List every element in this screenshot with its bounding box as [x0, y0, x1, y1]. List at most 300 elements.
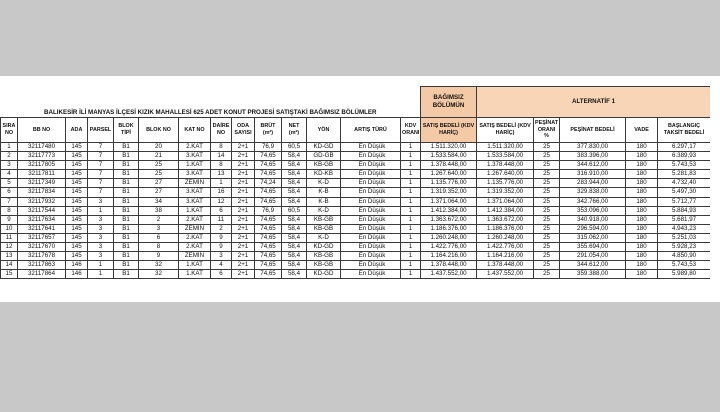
table-cell: 1.378.448,00 — [421, 161, 477, 170]
table-cell: 4.850,90 — [658, 252, 711, 261]
table-cell: 8 — [1, 206, 18, 215]
table-body — [1, 143, 711, 279]
column-header: PEŞİNAT BEDELİ — [560, 118, 626, 143]
table-cell: 58,4 — [282, 215, 307, 224]
table-cell: 74,65 — [255, 215, 282, 224]
table-cell: 1.412.384,00 — [477, 206, 534, 215]
table-cell: 1.164.216,00 — [421, 252, 477, 261]
table-cell: 145 — [66, 143, 88, 152]
table-cell: 32117544 — [18, 206, 66, 215]
table-cell: 145 — [66, 152, 88, 161]
table-cell: 3.KAT — [179, 170, 211, 179]
table-cell: 74,65 — [255, 233, 282, 242]
table-cell: 1.267.640,00 — [477, 170, 534, 179]
table-cell: 13 — [1, 252, 18, 261]
table-cell: 25 — [534, 197, 560, 206]
table-cell: 12 — [1, 243, 18, 252]
table-cell: 2+1 — [232, 224, 255, 233]
table-cell: B1 — [114, 243, 139, 252]
table-cell: 74,65 — [255, 152, 282, 161]
table-cell: En Düşük — [341, 152, 401, 161]
column-header: PEŞİNAT ORANI % — [534, 118, 560, 143]
table-cell: ZEMİN — [179, 252, 211, 261]
table-cell: B1 — [114, 197, 139, 206]
table-cell: 180 — [626, 152, 658, 161]
table-cell: 1.511.320,00 — [421, 143, 477, 152]
table-cell: 32117349 — [18, 179, 66, 188]
table-cell: 180 — [626, 170, 658, 179]
table-cell: 1.KAT — [179, 270, 211, 279]
table-cell: 1 — [401, 152, 421, 161]
table-cell: 32117834 — [18, 188, 66, 197]
table-cell: 21 — [139, 152, 179, 161]
table-cell: En Düşük — [341, 179, 401, 188]
table-cell: 145 — [66, 206, 88, 215]
table-cell: En Düşük — [341, 143, 401, 152]
table-cell: 8 — [211, 161, 232, 170]
table-cell: KB-GB — [307, 261, 341, 270]
column-header: VADE — [626, 118, 658, 143]
table-cell: 58,4 — [282, 224, 307, 233]
table-cell: 383.396,00 — [560, 152, 626, 161]
table-cell: 1 — [401, 224, 421, 233]
column-header: SATIŞ BEDELİ (KDV HARİÇ) — [477, 118, 534, 143]
table-cell: 2+1 — [232, 161, 255, 170]
table-row — [1, 152, 711, 161]
column-header: ADA — [66, 118, 88, 143]
column-header: BRÜT (m²) — [255, 118, 282, 143]
table-cell: 60,5 — [282, 143, 307, 152]
table-cell: 25 — [534, 188, 560, 197]
table-cell: 5.928,23 — [658, 243, 711, 252]
table-cell: En Düşük — [341, 161, 401, 170]
table-cell: 60,5 — [282, 206, 307, 215]
table-cell: 377.830,00 — [560, 143, 626, 152]
table-cell: En Düşük — [341, 197, 401, 206]
table-cell: 2+1 — [232, 143, 255, 152]
table-cell: ZEMİN — [179, 224, 211, 233]
table-cell: 146 — [66, 261, 88, 270]
table-cell: 344.612,00 — [560, 161, 626, 170]
table-cell: 180 — [626, 261, 658, 270]
table-cell: 7 — [88, 188, 114, 197]
table-cell: 2+1 — [232, 252, 255, 261]
table-cell: 74,65 — [255, 197, 282, 206]
table-cell: 25 — [534, 261, 560, 270]
table-cell: 74,65 — [255, 270, 282, 279]
table-cell: 180 — [626, 143, 658, 152]
table-cell: 1.319.352,00 — [477, 188, 534, 197]
table-cell: 1.511.320,00 — [477, 143, 534, 152]
table-cell: 180 — [626, 188, 658, 197]
table-cell: K-D — [307, 233, 341, 242]
table-cell: 1.KAT — [179, 261, 211, 270]
table-cell: 1.135.776,00 — [477, 179, 534, 188]
table-cell: 10 — [1, 224, 18, 233]
table-cell: En Düşük — [341, 252, 401, 261]
table-cell: 344.612,00 — [560, 261, 626, 270]
table-cell: 1 — [401, 215, 421, 224]
table-cell: 5 — [1, 179, 18, 188]
table-row — [1, 270, 711, 279]
table-cell: 291.054,00 — [560, 252, 626, 261]
table-cell: 1 — [88, 261, 114, 270]
table-cell: 25 — [534, 233, 560, 242]
table-row — [1, 206, 711, 215]
table-cell: 58,4 — [282, 261, 307, 270]
table-cell: 1 — [401, 179, 421, 188]
table-cell: 25 — [534, 143, 560, 152]
table-cell: 5.681,97 — [658, 215, 711, 224]
table-cell: 25 — [534, 215, 560, 224]
table-cell: 14 — [211, 152, 232, 161]
table-cell: 1 — [401, 188, 421, 197]
table-cell: 1.437.552,00 — [421, 270, 477, 279]
table-cell: 58,4 — [282, 252, 307, 261]
table-cell: 5.281,83 — [658, 170, 711, 179]
table-cell: 32117678 — [18, 252, 66, 261]
table-cell: 6 — [211, 270, 232, 279]
table-cell: 58,4 — [282, 233, 307, 242]
table-cell: 15 — [1, 270, 18, 279]
table-cell: 32117863 — [18, 261, 66, 270]
table-cell: 1 — [401, 197, 421, 206]
table-cell: 5.712,77 — [658, 197, 711, 206]
table-row — [1, 261, 711, 270]
table-cell: 58,4 — [282, 152, 307, 161]
table-cell: 3 — [211, 252, 232, 261]
table-cell: 180 — [626, 243, 658, 252]
table-cell: 1 — [211, 179, 232, 188]
table-cell: 7 — [1, 197, 18, 206]
table-cell: 2+1 — [232, 243, 255, 252]
table-cell: En Düşük — [341, 206, 401, 215]
spreadsheet-page — [0, 76, 720, 302]
table-cell: 25 — [534, 224, 560, 233]
table-cell: 1.186.376,00 — [477, 224, 534, 233]
table-cell: 76,9 — [255, 143, 282, 152]
table-cell: 1.260.248,00 — [477, 233, 534, 242]
table-cell: 145 — [66, 170, 88, 179]
page-edge — [710, 76, 720, 302]
table-cell: 2+1 — [232, 206, 255, 215]
column-header-row — [1, 118, 711, 143]
table-cell: 25 — [534, 161, 560, 170]
table-cell: 9 — [139, 252, 179, 261]
table-cell: En Düşük — [341, 215, 401, 224]
column-header: NET (m²) — [282, 118, 307, 143]
table-cell: B1 — [114, 206, 139, 215]
table-cell: 1 — [401, 206, 421, 215]
table-cell: 1 — [401, 233, 421, 242]
table-cell: 8 — [211, 143, 232, 152]
table-cell: 3.KAT — [179, 197, 211, 206]
table-cell: KD-GD — [307, 143, 341, 152]
table-cell: KB-GB — [307, 161, 341, 170]
table-cell: 6 — [211, 206, 232, 215]
table-cell: 329.838,00 — [560, 188, 626, 197]
table-cell: 1.533.584,00 — [421, 152, 477, 161]
table-row — [1, 197, 711, 206]
table-cell: 2+1 — [232, 215, 255, 224]
table-cell: 145 — [66, 252, 88, 261]
table-cell: B1 — [114, 270, 139, 279]
table-cell: 58,4 — [282, 197, 307, 206]
table-cell: 1 — [88, 270, 114, 279]
table-cell: 180 — [626, 197, 658, 206]
table-cell: 1.378.448,00 — [477, 261, 534, 270]
table-cell: K-B — [307, 197, 341, 206]
table-cell: B1 — [114, 252, 139, 261]
table-cell: 1.267.640,00 — [421, 170, 477, 179]
column-header: BB NO — [18, 118, 66, 143]
table-cell: 5.497,30 — [658, 188, 711, 197]
table-cell: 14 — [1, 261, 18, 270]
column-header: BAŞLANGIÇ TAKSİT BEDELİ — [658, 118, 711, 143]
table-row — [1, 252, 711, 261]
table-cell: 3 — [88, 233, 114, 242]
table-cell: 1 — [401, 143, 421, 152]
table-cell: 145 — [66, 243, 88, 252]
group-header-right: ALTERNATİF 1 — [477, 87, 711, 118]
table-cell: 25 — [534, 170, 560, 179]
table-cell: B1 — [114, 224, 139, 233]
table-row — [1, 170, 711, 179]
table-cell: 4 — [1, 170, 18, 179]
table-cell: 2+1 — [232, 170, 255, 179]
table-cell: 2+1 — [232, 188, 255, 197]
table-cell: 1 — [401, 252, 421, 261]
table-cell: 1.135.776,00 — [421, 179, 477, 188]
column-header: ODA SAYISI — [232, 118, 255, 143]
table-cell: 1.422.776,00 — [421, 243, 477, 252]
table-row — [1, 188, 711, 197]
table-cell: 11 — [1, 233, 18, 242]
table-cell: 25 — [139, 161, 179, 170]
table-cell: 1 — [401, 243, 421, 252]
table-cell: 6.389,93 — [658, 152, 711, 161]
group-header-row — [1, 87, 711, 118]
table-cell: 74,65 — [255, 243, 282, 252]
table-cell: 2.KAT — [179, 243, 211, 252]
table-cell: En Düşük — [341, 270, 401, 279]
table-cell: 1 — [401, 161, 421, 170]
table-row — [1, 179, 711, 188]
column-header: PARSEL — [88, 118, 114, 143]
table-cell: 180 — [626, 233, 658, 242]
table-cell: 1.164.216,00 — [477, 252, 534, 261]
table-cell: 180 — [626, 161, 658, 170]
table-row — [1, 161, 711, 170]
table-cell: 9 — [211, 233, 232, 242]
table-cell: 32117864 — [18, 270, 66, 279]
table-cell: 146 — [66, 270, 88, 279]
table-cell: 58,4 — [282, 170, 307, 179]
table-cell: 74,24 — [255, 179, 282, 188]
table-cell: 3.KAT — [179, 188, 211, 197]
table-cell: 25 — [534, 206, 560, 215]
table-cell: 2+1 — [232, 179, 255, 188]
table-cell: 2+1 — [232, 233, 255, 242]
table-cell: B1 — [114, 143, 139, 152]
table-cell: 5.743,53 — [658, 261, 711, 270]
table-cell: 6 — [1, 188, 18, 197]
table-cell: KB-GB — [307, 252, 341, 261]
table-cell: KD-GD — [307, 270, 341, 279]
column-header: SIRA NO — [1, 118, 18, 143]
table-cell: 1 — [1, 143, 18, 152]
table-cell: 2 — [211, 224, 232, 233]
table-cell: ZEMİN — [179, 179, 211, 188]
table-cell: 32 — [139, 270, 179, 279]
table-cell: B1 — [114, 179, 139, 188]
table-cell: K-B — [307, 188, 341, 197]
page-title: BALIKESİR İLİ MANYAS İLÇESİ KIZIK MAHALLESİ 625 ADET KONUT PROJESİ SATIŞTAKİ BAĞIMSIZ BÖLÜMLER — [44, 108, 377, 116]
table-cell: En Düşük — [341, 224, 401, 233]
table-cell: 3 — [139, 224, 179, 233]
table-cell: 145 — [66, 215, 88, 224]
table-cell: 3 — [88, 252, 114, 261]
table-cell: 340.918,00 — [560, 215, 626, 224]
table-cell: 2+1 — [232, 270, 255, 279]
table-cell: 2 — [1, 152, 18, 161]
table-cell: 180 — [626, 252, 658, 261]
table-cell: 353.096,00 — [560, 206, 626, 215]
table-cell: 74,65 — [255, 224, 282, 233]
table-row — [1, 233, 711, 242]
table-cell: 342.766,00 — [560, 197, 626, 206]
table-cell: En Düşük — [341, 261, 401, 270]
table-cell: 32117670 — [18, 243, 66, 252]
table-cell: 74,65 — [255, 252, 282, 261]
table-cell: 74,65 — [255, 161, 282, 170]
units-table — [0, 86, 711, 279]
table-cell: B1 — [114, 261, 139, 270]
table-cell: 25 — [534, 252, 560, 261]
table-cell: 145 — [66, 188, 88, 197]
table-cell: 145 — [66, 224, 88, 233]
column-header: BLOK NO — [139, 118, 179, 143]
table-cell: 7 — [88, 170, 114, 179]
table-cell: 315.062,00 — [560, 233, 626, 242]
table-cell: 3 — [88, 243, 114, 252]
table-cell: B1 — [114, 233, 139, 242]
table-cell: 145 — [66, 179, 88, 188]
table-cell: 2.KAT — [179, 143, 211, 152]
table-cell: 12 — [211, 197, 232, 206]
table-cell: 180 — [626, 179, 658, 188]
table-cell: 5.884,93 — [658, 206, 711, 215]
table-cell: 316.910,00 — [560, 170, 626, 179]
table-cell: 145 — [66, 161, 88, 170]
table-cell: 2.KAT — [179, 233, 211, 242]
table-row — [1, 243, 711, 252]
table-cell: 1.186.376,00 — [421, 224, 477, 233]
table-row — [1, 224, 711, 233]
table-cell: 74,65 — [255, 170, 282, 179]
table-cell: KB-GB — [307, 215, 341, 224]
column-header: ARTIŞ TÜRÜ — [341, 118, 401, 143]
table-cell: 2.KAT — [179, 215, 211, 224]
table-cell: 25 — [534, 243, 560, 252]
column-header: SATIŞ BEDELİ (KDV HARİÇ) — [421, 118, 477, 143]
table-cell: 58,4 — [282, 179, 307, 188]
table-cell: K-D — [307, 206, 341, 215]
table-cell: 145 — [66, 233, 88, 242]
table-cell: 1.437.552,00 — [477, 270, 534, 279]
table-cell: 11 — [211, 215, 232, 224]
column-header: KAT NO — [179, 118, 211, 143]
table-cell: En Düşük — [341, 170, 401, 179]
table-cell: 3 — [1, 161, 18, 170]
table-cell: 7 — [88, 161, 114, 170]
table-cell: 32117773 — [18, 152, 66, 161]
table-cell: 180 — [626, 215, 658, 224]
column-header: BLOK TİPİ — [114, 118, 139, 143]
table-cell: 9 — [211, 243, 232, 252]
table-cell: 1 — [88, 206, 114, 215]
table-cell: 32117811 — [18, 170, 66, 179]
table-cell: 1 — [401, 261, 421, 270]
table-cell: KD-GD — [307, 243, 341, 252]
table-cell: 1.260.248,00 — [421, 233, 477, 242]
table-cell: 27 — [139, 188, 179, 197]
table-row — [1, 143, 711, 152]
table-cell: 32117932 — [18, 197, 66, 206]
table-cell: 1.363.672,00 — [421, 215, 477, 224]
group-header-left: BAĞIMSIZ BÖLÜMÜN — [421, 87, 477, 118]
table-cell: K-D — [307, 179, 341, 188]
table-row — [1, 215, 711, 224]
table-cell: GD-GB — [307, 152, 341, 161]
table-cell: 76,9 — [255, 206, 282, 215]
table-cell: 1.422.776,00 — [477, 243, 534, 252]
table-cell: 4.943,23 — [658, 224, 711, 233]
table-cell: 74,65 — [255, 261, 282, 270]
table-cell: 283.944,00 — [560, 179, 626, 188]
table-cell: 1.378.448,00 — [477, 161, 534, 170]
table-cell: 3 — [88, 215, 114, 224]
table-cell: 2+1 — [232, 261, 255, 270]
table-cell: 5.251,03 — [658, 233, 711, 242]
table-cell: 58,4 — [282, 243, 307, 252]
table-cell: 4 — [211, 261, 232, 270]
table-cell: B1 — [114, 152, 139, 161]
table-cell: 58,4 — [282, 188, 307, 197]
table-cell: 1.363.672,00 — [477, 215, 534, 224]
table-cell: 2+1 — [232, 197, 255, 206]
table-cell: 1 — [401, 170, 421, 179]
table-cell: 145 — [66, 197, 88, 206]
table-cell: 1.KAT — [179, 161, 211, 170]
table-cell: 355.694,00 — [560, 243, 626, 252]
table-cell: 2 — [139, 215, 179, 224]
table-cell: 180 — [626, 270, 658, 279]
table-cell: 25 — [534, 270, 560, 279]
table-cell: 32117641 — [18, 224, 66, 233]
table-cell: En Düşük — [341, 233, 401, 242]
table-cell: 58,4 — [282, 270, 307, 279]
table-cell: 7 — [88, 152, 114, 161]
table-cell: En Düşük — [341, 243, 401, 252]
table-cell: 1 — [401, 270, 421, 279]
table-cell: 32 — [139, 261, 179, 270]
table-cell: 5.743,53 — [658, 161, 711, 170]
table-cell: 7 — [88, 179, 114, 188]
table-cell: 1.412.384,00 — [421, 206, 477, 215]
table-cell: 38 — [139, 206, 179, 215]
table-cell: 32117634 — [18, 215, 66, 224]
